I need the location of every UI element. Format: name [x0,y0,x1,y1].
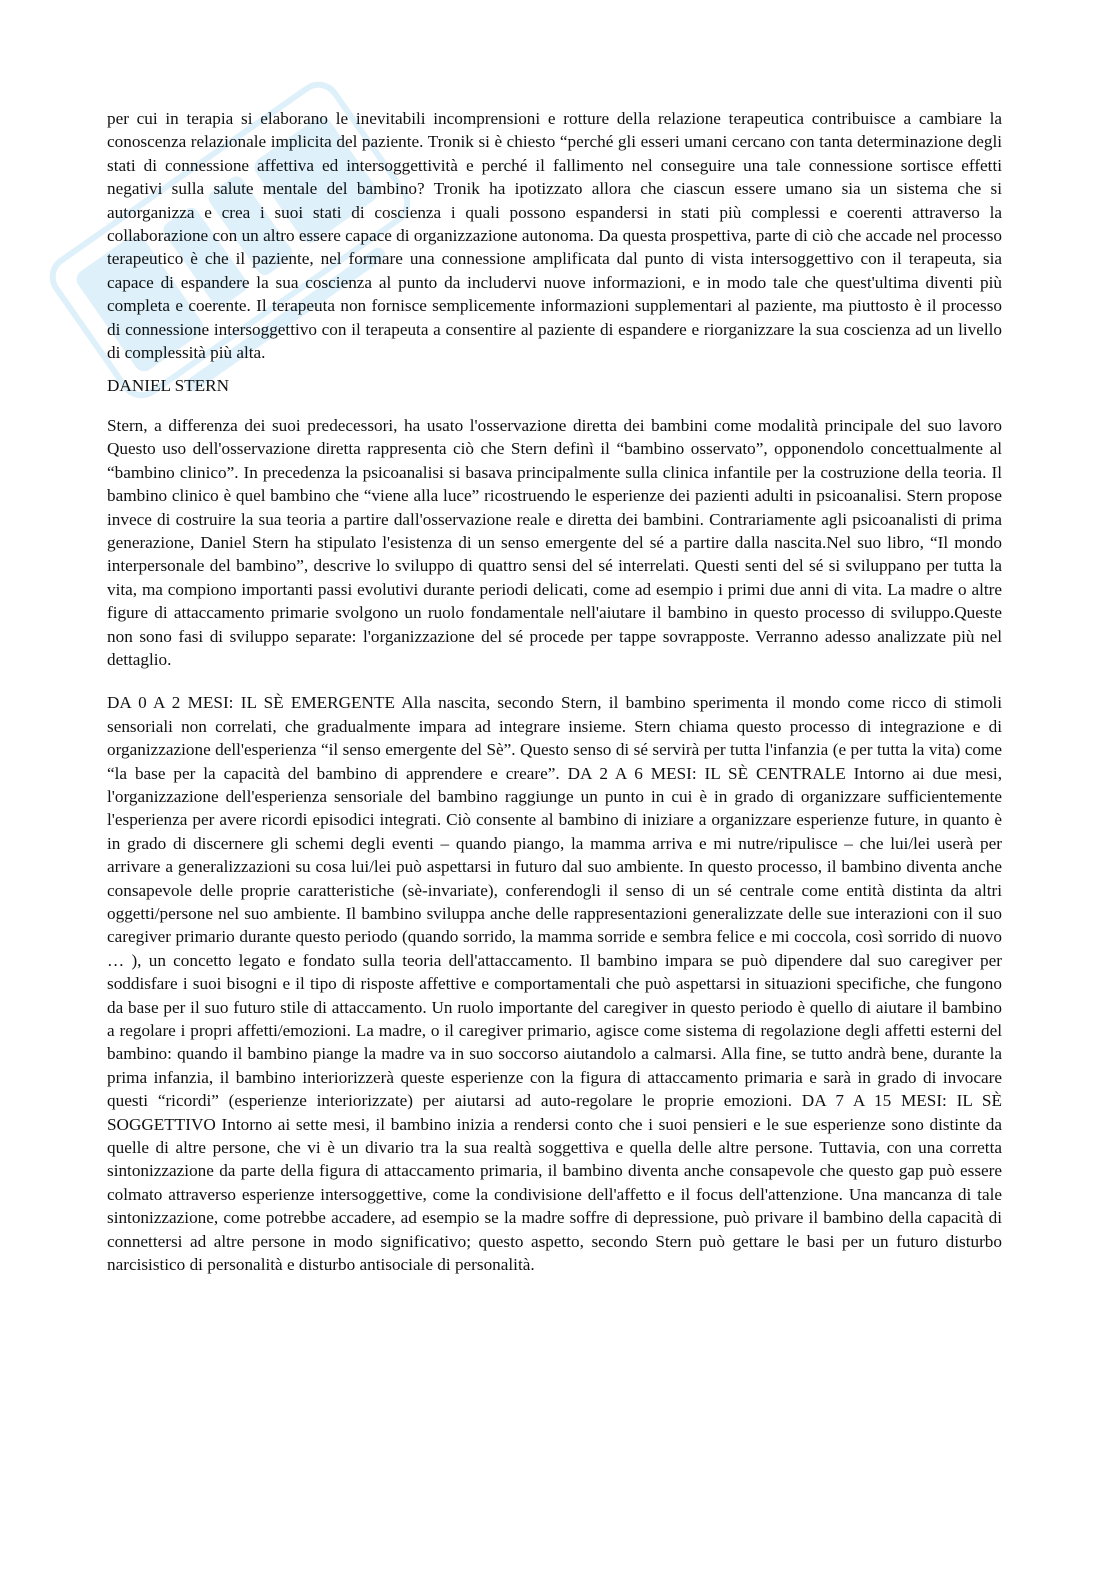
paragraph-stern-stages: DA 0 A 2 MESI: IL SÈ EMERGENTE Alla nascita, secondo Stern, il bambino sperimenta il mondo come ricco di stimoli sensoriali non correlati, che gradualmente impara ad integrare insieme. Stern chiama questo processo di integrazione e di organizzazione dell'esperienza “il senso emergente del Sè”. Questo senso di sé servirà per tutta l'infanzia (e per tutta la vita) come “la base per la capacità del bambino di apprendere e creare”. DA 2 A 6 MESI: IL SÈ CENTRALE Intorno ai due mesi, l'organizzazione dell'esperienza sensoriale del bambino raggiunge un punto in cui è in grado di organizzare sufficientemente l'esperienza per avere ricordi episodici integrati. Ciò consente al bambino di iniziare a organizzare esperienze future, in quanto è in grado di discernere gli schemi degli eventi – quando piango, la mamma arriva e mi nutre/ripulisce – che lui/lei userà per arrivare a generalizzazioni su cosa lui/lei può aspettarsi in futuro dal suo ambiente. In questo processo, il bambino diventa anche consapevole delle proprie caratteristiche (sè-invariate), conferendogli il senso di un sé centrale come entità distinta da altri oggetti/persone nel suo ambiente. Il bambino sviluppa anche delle rappresentazioni generalizzate delle sue interazioni con il suo caregiver primario durante questo periodo (quando sorrido, la mamma sorride e sembra felice e mi coccola, così sorrido di nuovo … ), un concetto legato e fondato sulla teoria dell'attaccamento. Il bambino impara se può dipendere dal suo caregiver per soddisfare i suoi bisogni e il tipo di risposte affettive e comportamentali che può aspettarsi in situazioni specifiche, che fungono da base per il suo futuro stile di attaccamento. Un ruolo importante del caregiver in questo periodo è quello di aiutare il bambino a regolare i propri affetti/emozioni. La madre, o il caregiver primario, agisce come sistema di regolazione degli affetti esterni del bambino: quando il bambino piange la madre va in suo soccorso aiutandolo a calmarsi. Alla fine, se tutto andrà bene, durante la prima infanzia, il bambino interiorizzerà queste esperienze con la figura di attaccamento primaria e sarà in grado di invocare questi “ricordi” (esperienze interiorizzate) per aiutarsi ad auto-regolare le proprie emozioni. DA 7 A 15 MESI: IL SÈ SOGGETTIVO Intorno ai sette mesi, il bambino inizia a rendersi conto che i suoi pensieri e le sue esperienze sono distinte da quelle di altre persone, che vi è un divario tra la sua realtà soggettiva e quella delle altre persone. Tuttavia, con una corretta sintonizzazione da parte della figura di attaccamento primaria, il bambino diventa anche consapevole che questo gap può essere colmato attraverso esperienze intersoggettive, come la condivisione dell'affetto e il focus dell'attenzione. Una mancanza di tale sintonizzazione, come potrebbe accadere, ad esempio se la madre soffre di depressione, può privare il bambino della capacità di connettersi ad altre persone in modo significativo; questo aspetto, secondo Stern può gettare le basi per un futuro disturbo narcisistico di personalità e disturbo antisociale di personalità. [107,693,1002,1275]
document-body [107,107,1002,1277]
paragraph-tronik: per cui in terapia si elaborano le inevitabili incomprensioni e rotture della relazione terapeutica contribuisce a cambiare la conoscenza relazionale implicita del paziente. Tronik si è chiesto “perché gli esseri umani cercano con tanta determinazione degli stati di connessione affettiva ed intersoggettività e perché il fallimento nel conseguire una tale connessione sortisce effetti negativi sulla salute mentale del bambino? Tronik ha ipotizzato allora che ciascun essere umano sia un sistema che si autorganizza e crea i suoi stati di coscienza i quali possono espandersi in stati più complessi e coerenti attraverso la collaborazione con un altro essere capace di organizzazione autonoma. Da questa prospettiva, parte di ciò che accade nel processo terapeutico è che il paziente, nel formare una connessione amplificata dal punto di vista intersoggettivo con il terapeuta, sia capace di espandere la sua coscienza al punto da includervi nuove informazioni, e in modo tale che quest'ultima diventi più completa e coerente. Il terapeuta non fornisce semplicemente informazioni supplementari al paziente, ma piuttosto è il processo di connessione intersoggettivo con il terapeuta a consentire al paziente di espandere e riorganizzare la sua coscienza ad un livello di complessità più alta. [107,109,1002,363]
paragraph-stern-intro: Stern, a differenza dei suoi predecessori, ha usato l'osservazione diretta dei bambini come modalità principale del suo lavoro Questo uso dell'osservazione diretta rappresenta ciò che Stern definì il “bambino osservato”, opponendolo concettualmente al “bambino clinico”. In precedenza la psicoanalisi si basava principalmente sulla clinica infantile per la costruzione della teoria. Il bambino clinico è quel bambino che “viene alla luce” ricostruendo le esperienze dei pazienti adulti in psicoanalisi. Stern propose invece di costruire la sua teoria a partire dall'osservazione reale e diretta dei bambini. Contrariamente agli psicoanalisti di prima generazione, Daniel Stern ha stipulato l'esistenza di un senso emergente del sé a partire dalla nascita.Nel suo libro, “Il mondo interpersonale del bambino”, descrive lo sviluppo di quattro sensi del sé interrelati. Questi senti del sé si sviluppano per tutta la vita, ma compiono importanti passi evolutivi durante periodi delicati, come ad esempio i primi due anni di vita. La madre o altre figure di attaccamento primarie svolgono un ruolo fondamentale nell'aiutare il bambino in questo processo di sviluppo.Queste non sono fasi di sviluppo separate: l'organizzazione del sé procede per tappe sovrapposte. Verranno adesso analizzate più nel dettaglio. [107,415,1002,669]
section-heading: DANIEL STERN [107,376,230,396]
